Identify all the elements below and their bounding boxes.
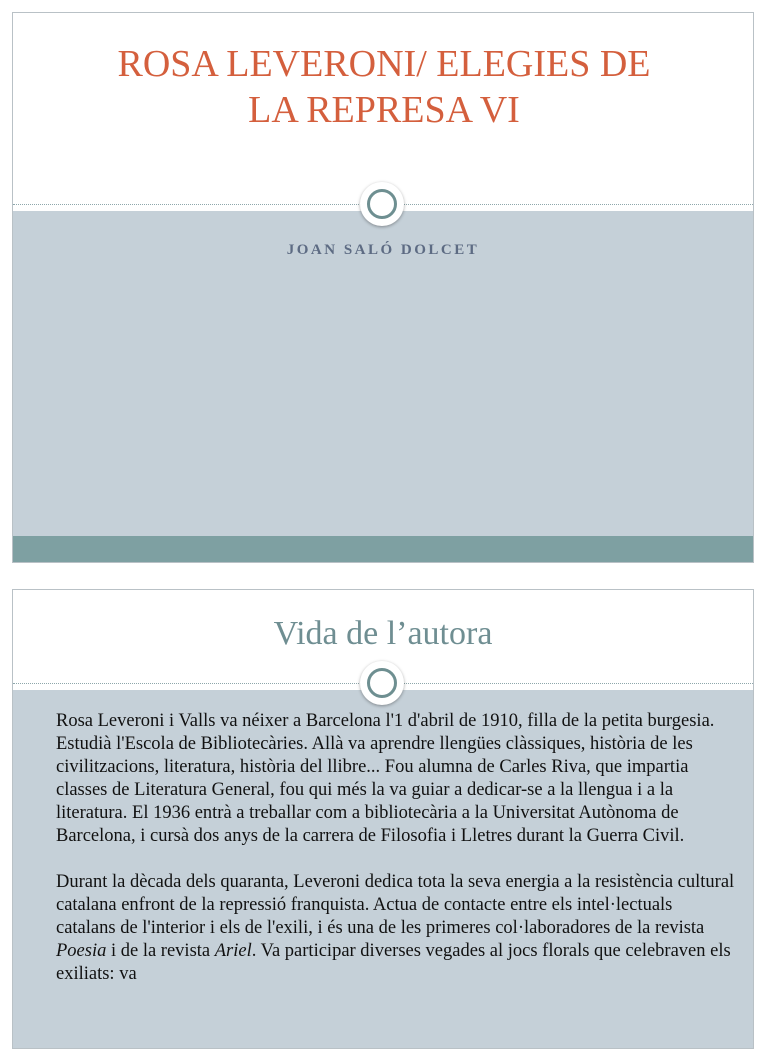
paragraph-2 [56,871,736,986]
paragraph-2-part-2: i de la revista [106,941,215,961]
body-text [56,710,736,1009]
section-title: Vida de l’autora [273,615,493,652]
author-subtitle: JOAN SALÓ DOLCET [286,242,480,258]
paragraph-2-part-3: . Va participar diverses vegades al jocs florals que celebraven els exiliats: va [56,941,731,984]
title-line-1: ROSA LEVERONI/ ELEGIES DE [117,43,651,85]
footer-bar [13,536,753,562]
title-line-2: LA REPRESA VI [248,89,520,131]
paragraph-1: Rosa Leveroni i Valls va néixer a Barcelona l'1 d'abril de 1910, filla de la petita burgesia. Estudià l'Escola de Bibliotecàries. Allà va aprendre llengües clàssiques, història de les civilitzacions, literatura, història del llibre... Fou alumna de Carles Riva, que impartia classes de Literatura General, fou qui més la va guiar a dedicar-se a la llengua i a la literatura. El 1936 entrà a treballar com a bibliotecària a la Universitat Autònoma de Barcelona, i cursà dos anys de la carrera de Filosofia i Lletres durant la Guerra Civil. [56,711,715,846]
content-slide [12,589,754,1049]
circle-ornament-icon [360,182,404,226]
subtitle-band [13,211,753,537]
emphasis-ariel: Ariel [214,941,252,961]
slide-title [53,41,715,133]
paragraph-2-part-1: Durant la dècada dels quaranta, Leveroni dedica tota la seva energia a la resistència cultural catalana enfront de la repressió franquista. Actua de contacte entre els intel·lectuals catalans de l'interior i els de l'exili, i és una de les primeres col·laboradores de la revista [56,872,735,938]
emphasis-poesia: Poesia [56,941,107,961]
title-slide [12,12,754,563]
circle-ornament-icon [360,661,404,705]
